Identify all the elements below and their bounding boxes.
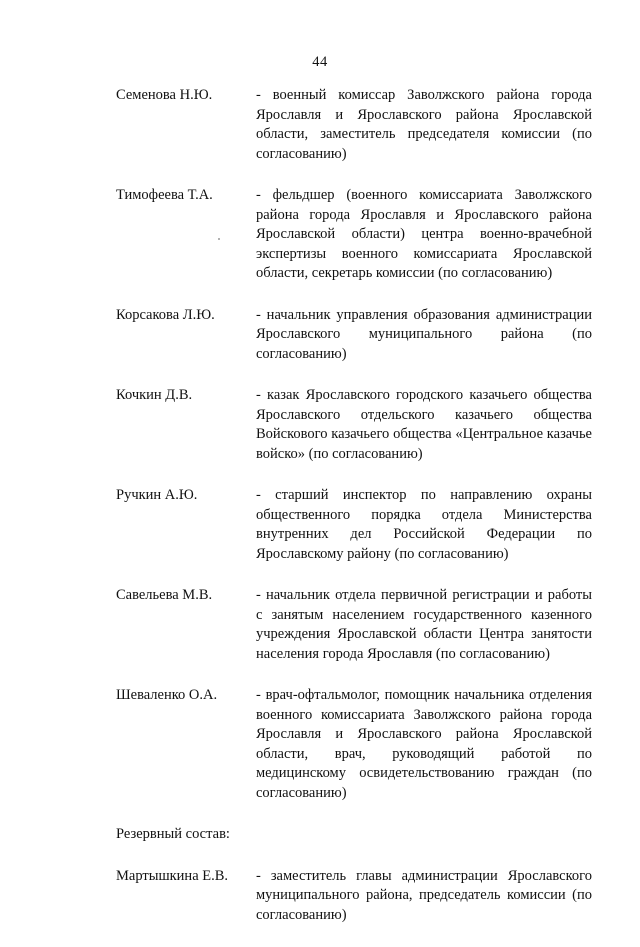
member-role: - фельдшер (военного комиссариата Заволжского района города Ярославля и Ярославского района Ярославской области) центра военно-врачебной экспертизы военного комиссариата Ярославской области, секретарь комиссии (по согласованию) — [256, 187, 592, 281]
list-item — [116, 686, 592, 803]
page-number: 44 — [312, 54, 328, 70]
member-name: Корсакова Л.Ю. — [116, 306, 215, 323]
list-item — [116, 586, 592, 664]
list-item — [116, 306, 592, 365]
list-item — [116, 386, 592, 464]
member-role: - начальник управления образования администрации Ярославского муниципального района (по согласованию) — [256, 306, 592, 362]
list-item — [116, 86, 592, 164]
member-role: - врач-офтальмолог, помощник начальника отделения военного комиссариата Заволжского района города Ярославля и Ярославского района Ярославской области, врач, руководящий работой по медицинскому освидетельствованию граждан (по согласованию) — [256, 687, 592, 801]
member-role: - военный комиссар Заволжского района города Ярославля и Ярославского района Ярославской области, заместитель председателя комиссии (по согласованию) — [256, 87, 592, 162]
member-name: Ручкин А.Ю. — [116, 487, 198, 503]
list-item — [116, 186, 592, 284]
member-role: - старший инспектор по направлению охраны общественного порядка отдела Министерства внутренних дел Российской Федерации по Ярославскому району (по согласованию) — [256, 487, 592, 562]
member-name: Шеваленко О.А. — [116, 687, 218, 703]
member-role: - казак Ярославского городского казачьего общества Ярославского отдельского казачьего общества Войскового казачьего общества «Центральное казачье войско» (по согласованию) — [256, 387, 592, 462]
list-item — [116, 867, 592, 926]
member-role: - начальник отдела первичной регистрации и работы с занятым населением государственного казенного учреждения Ярославской области Центра занятости населения города Ярославля (по согласованию) — [256, 587, 592, 662]
member-role: - заместитель главы администрации Ярославского муниципального района, председатель комиссии (по согласованию) — [256, 867, 592, 923]
member-name: Тимофеева Т.А. — [116, 187, 213, 203]
list-item — [116, 486, 592, 564]
scan-speck — [218, 238, 220, 240]
member-name: Кочкин Д.В. — [116, 387, 193, 403]
member-name: Савельева М.В. — [116, 587, 213, 603]
member-name: Мартышкина Е.В. — [116, 867, 229, 884]
reserve-heading: Резервный состав: — [116, 826, 230, 842]
member-name: Семенова Н.Ю. — [116, 87, 213, 103]
commission-list — [116, 86, 592, 947]
